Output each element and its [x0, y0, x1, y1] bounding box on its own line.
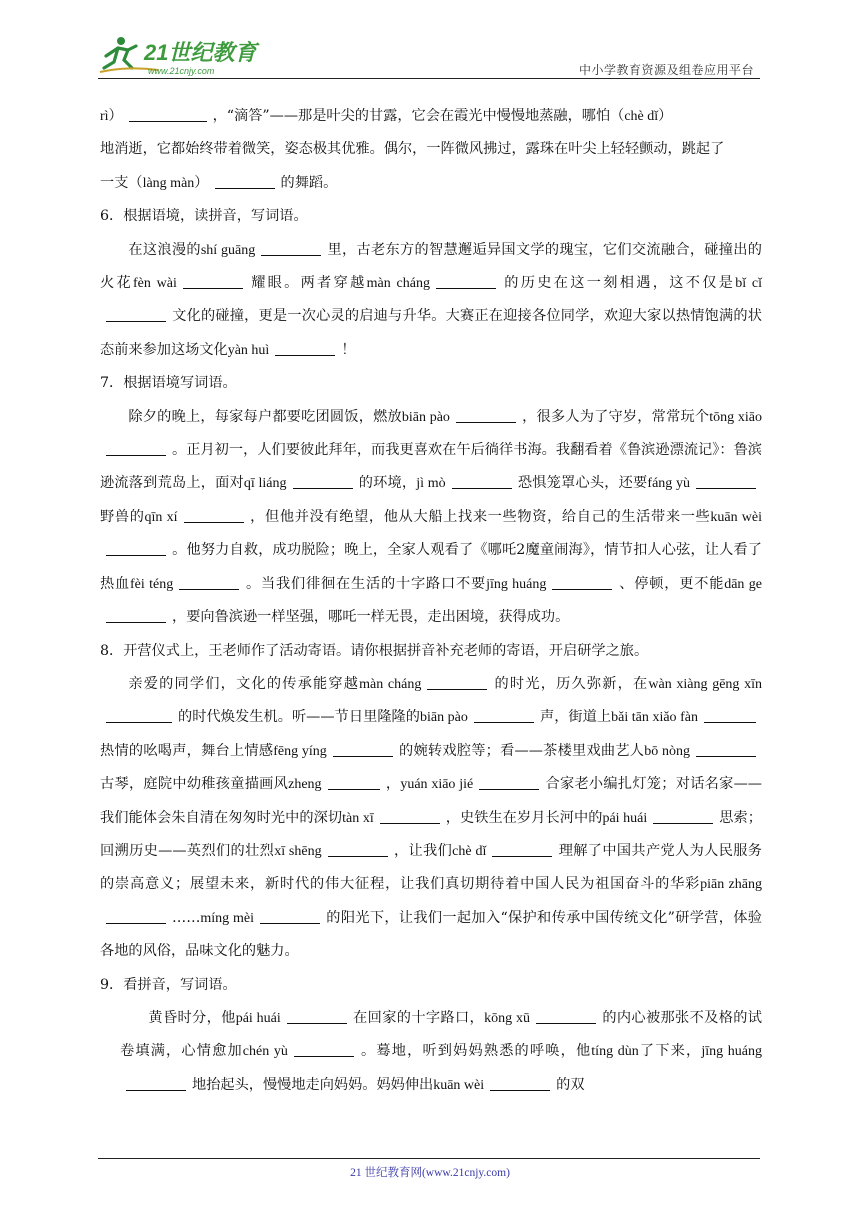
- answer-blank[interactable]: [552, 573, 612, 590]
- question-9-paragraph: 黄昏时分，他pái huái 在回家的十字路口，kōng xū 的内心被那张不及格的试卷填满，心情愈加chén yù 。蓦地，听到妈妈熟悉的呼唤，他tíng dùn了下来，jīng huáng地抬起头，慢慢地走向妈妈。妈妈伸出kuān wèi 的双: [100, 1002, 762, 1102]
- answer-blank[interactable]: [261, 239, 321, 256]
- question-8-paragraph: 亲爱的同学们，文化的传承能穿越màn cháng 的时光，历久弥新，在wàn xiàng gēng xīn的时代焕发生机。听——节日里隆隆的biān pào 声，街道上bǎi tān xiǎo fàn热情的吆喝声，舞台上情感fēng yíng 的婉转戏腔等；看——茶楼里戏曲艺人bō nòng古琴，庭院中幼稚孩童描画风zheng ，yuán xiāo jié 合家老小编扎灯笼；对话名家——我们能体会朱自清在匆匆时光中的深切tàn xī ，史铁生在岁月长河中的pái huái 思索；回溯历史——英烈们的壮烈xī shēng ，让我们chè dǐ 理解了中国共产党人为人民服务的崇高意义；展望未来，新时代的伟大征程，让我们真切期待着中国人民为祖国奋斗的华彩piān zhāng……míng mèi 的阳光下，让我们一起加入“保护和传承中国传统文化”研学营，体验各地的风俗，品味文化的魅力。: [100, 668, 762, 969]
- question-6-paragraph: 在这浪漫的shí guāng 里，古老东方的智慧邂逅异国文学的瑰宝，它们交流融合，碰撞出的火花fèn wài 耀眼。两者穿越màn cháng 的历史在这一刻相遇，这不仅是bǐ cǐ文化的碰撞，更是一次心灵的启迪与升华。大赛正在迎接各位同学，欢迎大家以热情饱满的状态前来参加这场文化yàn huì ！: [100, 234, 762, 368]
- answer-blank[interactable]: [260, 907, 320, 924]
- answer-blank[interactable]: [106, 439, 166, 456]
- logo-text: 21世纪教育: [144, 40, 257, 65]
- answer-blank[interactable]: [106, 706, 172, 723]
- logo: [98, 34, 268, 78]
- answer-blank[interactable]: [328, 773, 380, 790]
- answer-blank[interactable]: [294, 1040, 354, 1057]
- answer-blank[interactable]: [183, 272, 243, 289]
- answer-blank[interactable]: [380, 807, 440, 824]
- answer-blank[interactable]: [704, 706, 756, 723]
- answer-blank[interactable]: [129, 105, 207, 122]
- footer-divider: [98, 1158, 760, 1159]
- logo-url: www.21cnjy.com: [148, 66, 215, 76]
- s5-line-2: 地消逝，它都始终带着微笑，姿态极其优雅。偶尔，一阵微风拂过，露珠在叶尖上轻轻颤动，跳起了: [100, 141, 725, 158]
- answer-blank[interactable]: [490, 1074, 550, 1091]
- answer-blank[interactable]: [106, 907, 166, 924]
- answer-blank[interactable]: [179, 573, 239, 590]
- answer-blank[interactable]: [479, 773, 539, 790]
- answer-blank[interactable]: [333, 740, 393, 757]
- page-header: [98, 30, 760, 80]
- answer-blank[interactable]: [436, 272, 496, 289]
- answer-blank[interactable]: [452, 472, 512, 489]
- answer-blank[interactable]: [653, 807, 713, 824]
- question-6-title: 6．根据语境，读拼音，写词语。: [100, 208, 308, 225]
- answer-blank[interactable]: [293, 472, 353, 489]
- s5-line-3: 一支（làng màn） 的舞蹈。: [100, 167, 762, 200]
- answer-blank[interactable]: [492, 840, 552, 857]
- question-9-title: 9．看拼音，写词语。: [100, 976, 237, 993]
- answer-blank[interactable]: [536, 1007, 596, 1024]
- answer-blank[interactable]: [275, 339, 335, 356]
- answer-blank[interactable]: [106, 305, 166, 322]
- document-body: [100, 100, 762, 1102]
- question-7-paragraph: 除夕的晚上，每家每户都要吃团圆饭，燃放biān pào ，很多人为了守岁，常常玩个tōng xiāo。正月初一，人们要彼此拜年，而我更喜欢在午后徜徉书海。我翻看着《鲁滨逊漂流记》：鲁滨逊流落到荒岛上，面对qī liáng 的环境，jì mò 恐惧笼罩心头，还要fáng yù野兽的qīn xí ，但他并没有绝望，他从大船上找来一些物资，给自己的生活带来一些kuān wèi。他努力自救，成功脱险；晚上，全家人观看了《哪吒2魔童闹海》，情节扣人心弦，让人看了热血fèi téng 。当我们徘徊在生活的十字路口不要jīng huáng 、停顿，更不能dān ge，要向鲁滨逊一样坚强，哪吒一样无畏，走出困境，获得成功。: [100, 401, 762, 635]
- s5-line-1: rì） ，“滴答”——那是叶尖的甘露，它会在霞光中慢慢地蒸融，哪怕（chè dǐ）: [100, 100, 762, 133]
- answer-blank[interactable]: [106, 539, 166, 556]
- answer-blank[interactable]: [427, 673, 487, 690]
- question-8-title: 8．开营仪式上，王老师作了活动寄语。请你根据拼音补充老师的寄语，开启研学之旅。: [100, 642, 649, 659]
- answer-blank[interactable]: [184, 506, 244, 523]
- answer-blank[interactable]: [215, 172, 275, 189]
- answer-blank[interactable]: [106, 606, 166, 623]
- question-7-title: 7．根据语境写词语。: [100, 375, 237, 392]
- answer-blank[interactable]: [474, 706, 534, 723]
- answer-blank[interactable]: [287, 1007, 347, 1024]
- footer-site-link[interactable]: 21 世纪教育网(www.21cnjy.com): [350, 1167, 510, 1179]
- answer-blank[interactable]: [696, 472, 756, 489]
- answer-blank[interactable]: [696, 740, 756, 757]
- header-divider: [98, 78, 760, 79]
- answer-blank[interactable]: [456, 406, 516, 423]
- answer-blank[interactable]: [126, 1074, 186, 1091]
- answer-blank[interactable]: [328, 840, 388, 857]
- header-platform-text: 中小学教育资源及组卷应用平台: [578, 63, 754, 77]
